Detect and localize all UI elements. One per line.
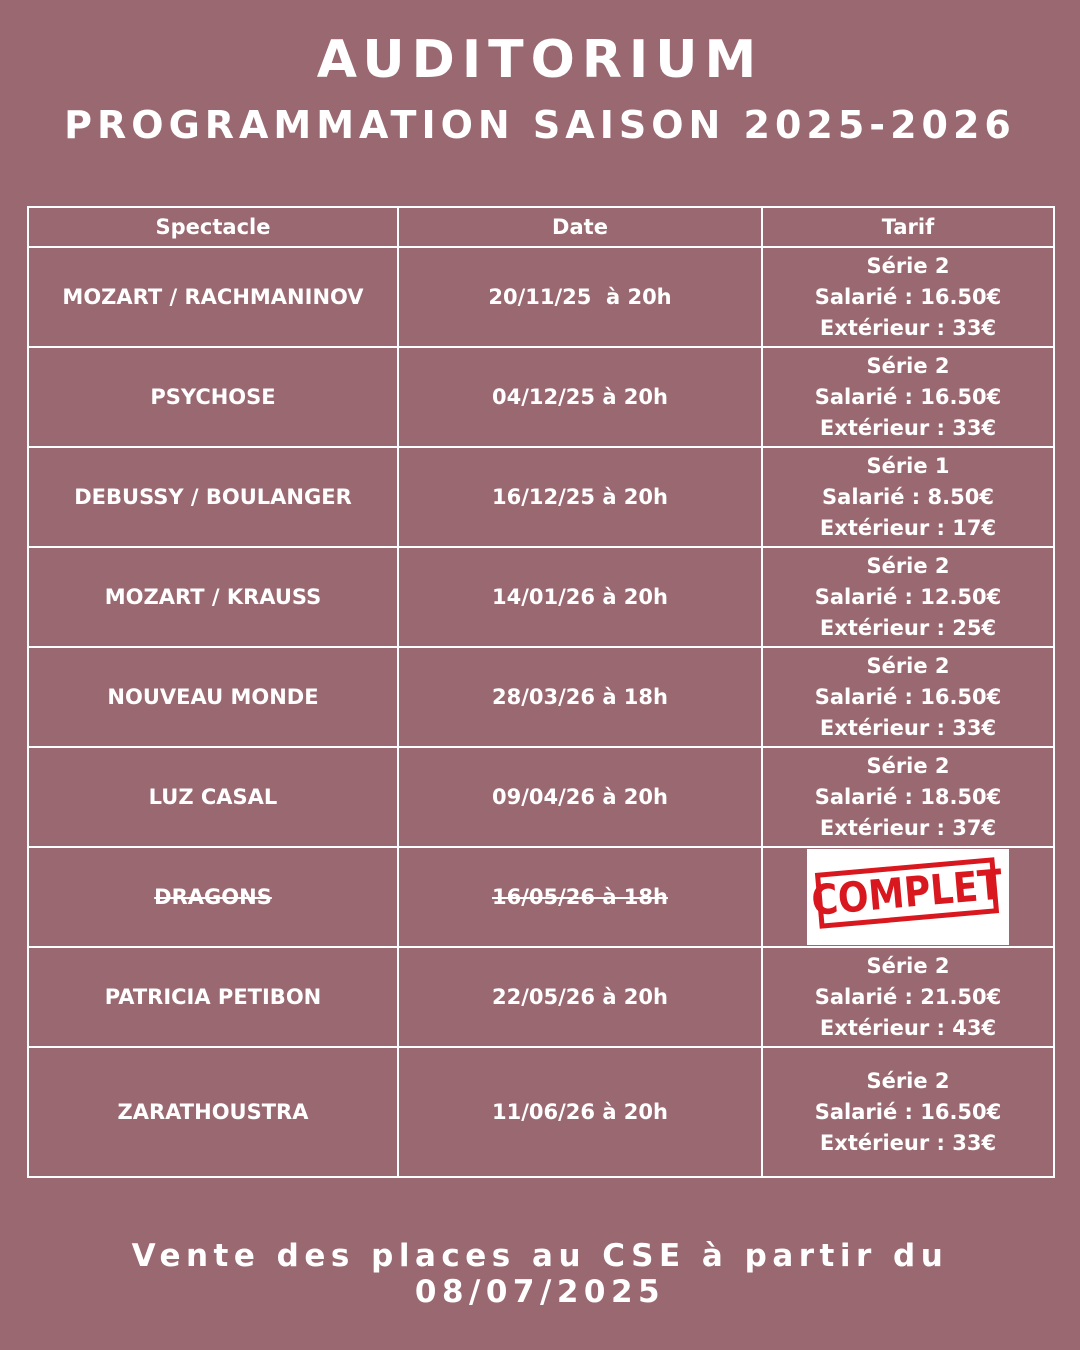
table-row bbox=[28, 547, 1054, 647]
date-cell: 28/03/26 à 18h bbox=[398, 647, 762, 747]
date-cell: 16/12/25 à 20h bbox=[398, 447, 762, 547]
programme-table bbox=[27, 206, 1055, 1178]
exterieur-price: Extérieur : 33€ bbox=[819, 415, 997, 440]
table-row bbox=[28, 747, 1054, 847]
page-subtitle: PROGRAMMATION SAISON 2025-2026 bbox=[64, 103, 1016, 147]
table-row-sold-out bbox=[28, 847, 1054, 947]
salarie-price: Salarié : 21.50€ bbox=[814, 984, 1002, 1009]
spectacle-cell: PSYCHOSE bbox=[28, 347, 398, 447]
serie-label: Série 2 bbox=[866, 353, 950, 378]
tarif-cell bbox=[762, 847, 1054, 947]
column-header-tarif: Tarif bbox=[762, 207, 1054, 247]
complet-stamp-image bbox=[807, 849, 1009, 945]
date-cell: 09/04/26 à 20h bbox=[398, 747, 762, 847]
salarie-price: Salarié : 16.50€ bbox=[814, 284, 1002, 309]
tarif-cell bbox=[762, 547, 1054, 647]
date-cell: 20/11/25 à 20h bbox=[398, 247, 762, 347]
exterieur-price: Extérieur : 33€ bbox=[819, 1130, 997, 1155]
column-header-spectacle: Spectacle bbox=[28, 207, 398, 247]
salarie-price: Salarié : 18.50€ bbox=[814, 784, 1002, 809]
serie-label: Série 2 bbox=[866, 1068, 950, 1093]
date-cell: 14/01/26 à 20h bbox=[398, 547, 762, 647]
spectacle-cell: DRAGONS bbox=[28, 847, 398, 947]
serie-label: Série 1 bbox=[866, 453, 950, 478]
table-row bbox=[28, 947, 1054, 1047]
spectacle-cell: MOZART / KRAUSS bbox=[28, 547, 398, 647]
table-row bbox=[28, 1047, 1054, 1177]
salarie-price: Salarié : 16.50€ bbox=[814, 384, 1002, 409]
spectacle-cell: DEBUSSY / BOULANGER bbox=[28, 447, 398, 547]
exterieur-price: Extérieur : 43€ bbox=[819, 1015, 997, 1040]
sale-info-footer: Vente des places au CSE à partir du 08/07/2025 bbox=[131, 1238, 949, 1310]
date-cell: 22/05/26 à 20h bbox=[398, 947, 762, 1047]
salarie-price: Salarié : 8.50€ bbox=[822, 484, 994, 509]
tarif-cell bbox=[762, 947, 1054, 1047]
serie-label: Série 2 bbox=[866, 253, 950, 278]
salarie-price: Salarié : 16.50€ bbox=[814, 1099, 1002, 1124]
serie-label: Série 2 bbox=[866, 553, 950, 578]
spectacle-cell: NOUVEAU MONDE bbox=[28, 647, 398, 747]
salarie-price: Salarié : 12.50€ bbox=[814, 584, 1002, 609]
tarif-cell bbox=[762, 447, 1054, 547]
table-row bbox=[28, 347, 1054, 447]
tarif-cell bbox=[762, 1047, 1054, 1177]
page-title: AUDITORIUM bbox=[316, 30, 764, 90]
date-cell: 04/12/25 à 20h bbox=[398, 347, 762, 447]
tarif-cell bbox=[762, 247, 1054, 347]
salarie-price: Salarié : 16.50€ bbox=[814, 684, 1002, 709]
tarif-cell bbox=[762, 747, 1054, 847]
spectacle-cell: PATRICIA PETIBON bbox=[28, 947, 398, 1047]
column-header-date: Date bbox=[398, 207, 762, 247]
exterieur-price: Extérieur : 33€ bbox=[819, 715, 997, 740]
table-row bbox=[28, 647, 1054, 747]
serie-label: Série 2 bbox=[866, 953, 950, 978]
tarif-cell bbox=[762, 347, 1054, 447]
table-row bbox=[28, 447, 1054, 547]
serie-label: Série 2 bbox=[866, 753, 950, 778]
date-cell: 16/05/26 à 18h bbox=[398, 847, 762, 947]
exterieur-price: Extérieur : 37€ bbox=[819, 815, 997, 840]
exterieur-price: Extérieur : 25€ bbox=[819, 615, 997, 640]
table-header-row bbox=[28, 207, 1054, 247]
exterieur-price: Extérieur : 33€ bbox=[819, 315, 997, 340]
table-row bbox=[28, 247, 1054, 347]
exterieur-price: Extérieur : 17€ bbox=[819, 515, 997, 540]
date-cell: 11/06/26 à 20h bbox=[398, 1047, 762, 1177]
serie-label: Série 2 bbox=[866, 653, 950, 678]
complet-stamp-frame bbox=[809, 857, 1005, 928]
spectacle-cell: ZARATHOUSTRA bbox=[28, 1047, 398, 1177]
tarif-cell bbox=[762, 647, 1054, 747]
spectacle-cell: MOZART / RACHMANINOV bbox=[28, 247, 398, 347]
spectacle-cell: LUZ CASAL bbox=[28, 747, 398, 847]
complet-stamp-text: COMPLET bbox=[809, 861, 1005, 925]
